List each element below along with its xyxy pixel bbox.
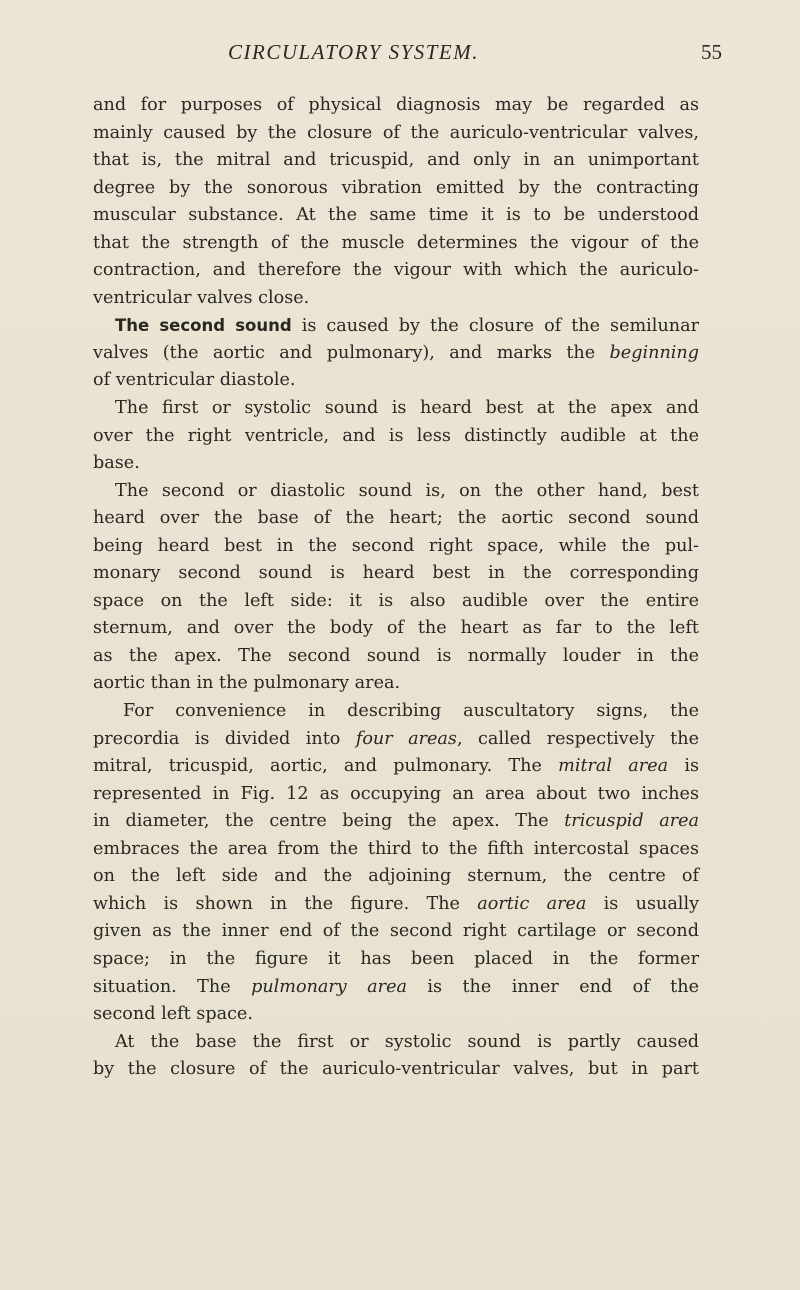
text-line — [93, 836, 699, 864]
line-text: is caused by the closure of the semilunar — [291, 316, 699, 337]
text-line — [93, 863, 699, 891]
text-line — [93, 202, 699, 230]
line-text: which is shown in the figure. The — [93, 893, 478, 914]
line-text: contraction, and therefore the vigour with which the auriculo- — [93, 260, 699, 281]
text-line — [93, 367, 699, 395]
line-text-tail: , called respectively the — [456, 728, 699, 749]
text-line — [93, 615, 699, 643]
text-line — [93, 1056, 699, 1084]
line-text: embraces the area from the third to the fifth intercostal spaces — [93, 838, 699, 859]
italic-term: beginning — [609, 342, 699, 363]
text-line — [93, 698, 699, 726]
line-text: mitral, tricuspid, aortic, and pulmonary. The — [93, 756, 559, 777]
text-line — [93, 726, 699, 754]
text-line — [93, 120, 699, 148]
text-line — [93, 285, 699, 313]
line-text: given as the inner end of the second right cartilage or second — [93, 921, 699, 942]
line-text: For convenience in describing auscultatory signs, the — [123, 701, 699, 722]
page-header — [0, 40, 800, 70]
italic-term: pulmonary area — [251, 976, 407, 997]
line-text: At the base the first or systolic sound is partly caused — [115, 1031, 699, 1052]
text-line — [93, 560, 699, 588]
running-title: CIRCULATORY SYSTEM. — [228, 40, 479, 64]
line-text: situation. The — [93, 976, 252, 997]
line-text-tail: is usually — [586, 893, 700, 914]
line-text: muscular substance. At the same time it is to be understood — [93, 205, 699, 226]
text-line — [93, 478, 699, 506]
line-text-tail: is — [668, 756, 699, 777]
page-number: 55 — [701, 40, 722, 64]
text-line — [93, 1001, 699, 1029]
body-text — [93, 92, 699, 1084]
line-text: of ventricular diastole. — [93, 370, 296, 391]
italic-term: mitral area — [558, 756, 669, 777]
italic-term: tricuspid area — [564, 811, 699, 832]
line-text: heard over the base of the heart; the aortic second sound — [93, 508, 699, 529]
line-text: that the strength of the muscle determines the vigour of the — [93, 232, 699, 253]
text-line — [93, 946, 699, 974]
text-line — [93, 891, 699, 919]
text-line — [93, 230, 699, 258]
text-line — [93, 918, 699, 946]
line-text: on the left side and the adjoining sternum, the centre of — [93, 866, 699, 887]
line-text: over the right ventricle, and is less distinctly audible at the — [93, 425, 699, 446]
line-text: monary second sound is heard best in the corresponding — [93, 563, 699, 584]
text-line — [93, 450, 699, 478]
line-text: The second or diastolic sound is, on the other hand, best — [115, 480, 699, 501]
text-line — [93, 643, 699, 671]
text-line — [93, 753, 699, 781]
text-line — [93, 257, 699, 285]
text-line — [93, 340, 699, 368]
line-text: second left space. — [93, 1004, 253, 1025]
line-text: ventricular valves close. — [93, 287, 310, 308]
line-text: as the apex. The second sound is normally louder in the — [93, 645, 699, 666]
text-line — [93, 423, 699, 451]
line-text: sternum, and over the body of the heart as far to the left — [93, 618, 699, 639]
line-text: aortic than in the pulmonary area. — [93, 673, 401, 694]
line-text: in diameter, the centre being the apex. The — [93, 811, 565, 832]
text-line — [93, 974, 699, 1002]
line-text-tail: is the inner end of the — [406, 976, 699, 997]
line-text: base. — [93, 453, 140, 474]
text-line — [93, 312, 699, 340]
text-line — [93, 533, 699, 561]
line-text: and for purposes of physical diagnosis may be regarded as — [93, 95, 699, 115]
bold-heading: The second sound — [115, 316, 292, 336]
line-text: space on the left side: it is also audible over the entire — [93, 590, 699, 611]
text-line — [93, 588, 699, 616]
text-line — [93, 808, 699, 836]
line-text: represented in Fig. 12 as occupying an area about two inches — [93, 783, 699, 804]
text-line — [93, 175, 699, 203]
text-line — [93, 781, 699, 809]
line-text: being heard best in the second right space, while the pul- — [93, 535, 699, 556]
line-text: valves (the aortic and pulmonary), and marks the — [93, 342, 610, 363]
line-text: space; in the figure it has been placed in the former — [93, 948, 699, 969]
text-line — [93, 92, 699, 120]
italic-term: aortic area — [477, 893, 587, 914]
text-line — [93, 147, 699, 175]
line-text: that is, the mitral and tricuspid, and only in an unimportant — [93, 150, 699, 171]
line-text: precordia is divided into — [93, 728, 356, 749]
line-text: mainly caused by the closure of the auriculo-ventricular valves, — [93, 122, 699, 143]
text-line — [93, 670, 699, 698]
text-line — [93, 505, 699, 533]
line-text: degree by the sonorous vibration emitted by the contracting — [93, 177, 699, 198]
italic-term: four areas — [355, 728, 457, 749]
text-line — [93, 1029, 699, 1057]
text-line — [93, 395, 699, 423]
line-text: by the closure of the auriculo-ventricular valves, but in part — [93, 1059, 699, 1080]
line-text: The first or systolic sound is heard best at the apex and — [115, 398, 699, 419]
